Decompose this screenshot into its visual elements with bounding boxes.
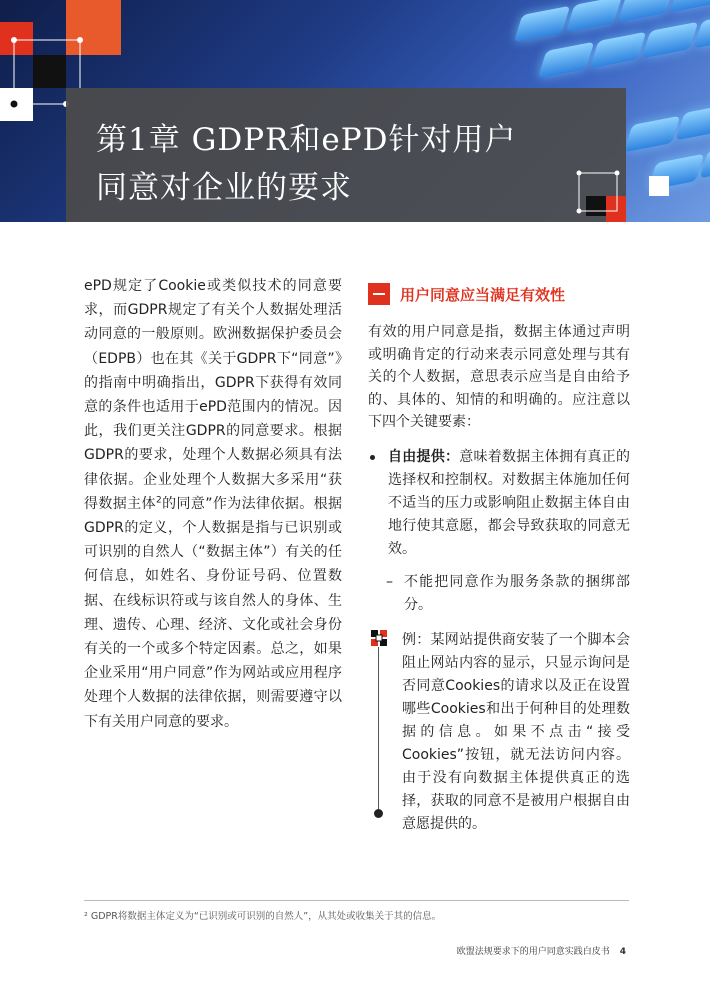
footnote-divider: [84, 900, 629, 901]
example-callout: [368, 629, 630, 836]
section-title: 用户同意应当满足有效性: [400, 285, 566, 304]
sub-item: [368, 571, 630, 617]
example-vertical-line: [378, 647, 379, 811]
sub-dash: –: [386, 573, 393, 590]
sub-text: 不能把同意作为服务条款的捆绑部分。: [404, 573, 630, 613]
example-grid-icon: [370, 629, 388, 647]
intro-paragraph: 有效的用户同意是指，数据主体通过声明或明确肯定的行动来表示同意处理与其有关的个人数据，意思表示应当是自由给予的、具体的、知情的和明确的。应注意以下四个关键要素：: [368, 324, 630, 430]
bullet-dot-icon: [370, 455, 375, 460]
bullet-text: 意味着数据主体拥有真正的选择权和控制权。对数据主体施加任何不适当的压力或影响阻止数据主体自由地行使其意愿，都会导致获取的同意无效。: [388, 448, 630, 557]
footnote: ² GDPR将数据主体定义为“已识别或可识别的自然人”，从其处或收集关于其的信息。: [84, 911, 442, 922]
example-end-dot: [374, 809, 383, 818]
page-number: 4: [619, 947, 626, 957]
example-text: 例：某网站提供商安装了一个脚本会阻止网站内容的显示，只显示询问是否同意Cookies的请求以及正在设置哪些Cookies和出于何种目的处理数据的信息。如果不点击“接受 Cookies”按钮，就无法访问内容。由于没有向数据主体提供真正的选择，获取的同意不是被用户根据自由意愿提供的。: [402, 631, 630, 832]
chapter-title-line-1: 第1章 GDPR和ePD针对用户: [96, 122, 517, 158]
right-column: [368, 283, 630, 836]
bullet-term: 自由提供：: [388, 448, 460, 465]
footnote-reference: 2: [155, 495, 162, 506]
left-paragraph-part-1: ePD规定了Cookie或类似技术的同意要求，而GDPR规定了有关个人数据处理活动同意的一般原则。欧洲数据保护委员会（EDPB）也在其《关于GDPR下“同意”》的指南中明确指出，GDPR下获得有效同意的条件也适用于ePD范围内的情况。因此，我们更关注GDPR的同意要求。根据GDPR的要求，处理个人数据必须具有法律依据。企业处理个人数据大多采用“获得数据主体: [84, 278, 342, 512]
header-banner: [0, 0, 710, 222]
section-heading: [368, 283, 630, 305]
bullet-item: [368, 446, 630, 561]
left-column-paragraph: [84, 274, 342, 734]
white-square-decoration-right: [649, 176, 669, 196]
chapter-title-panel: [66, 88, 626, 222]
footer-doc-title: 欧盟法规要求下的用户同意实践白皮书: [456, 947, 610, 957]
left-paragraph-part-2: 的同意”作为法律依据。根据GDPR的定义，个人数据是指与已识别或可识别的自然人（“数据主体”）有关的任何信息，如姓名、身份证号码、位置数据、在线标识符或与该自然人的身体、生理、遗传、心理、经济、文化或社会身份有关的一个或多个特定因素。总之，如果企业采用“用户同意”作为网站或应用程序处理个人数据的法律依据，则需要遵守以下有关用户同意的要求。: [84, 495, 342, 730]
page-footer: [457, 944, 626, 957]
frame-decoration-right: [574, 168, 624, 218]
chapter-title-line-2: 同意对企业的要求: [96, 170, 352, 206]
minus-icon: [368, 283, 390, 305]
